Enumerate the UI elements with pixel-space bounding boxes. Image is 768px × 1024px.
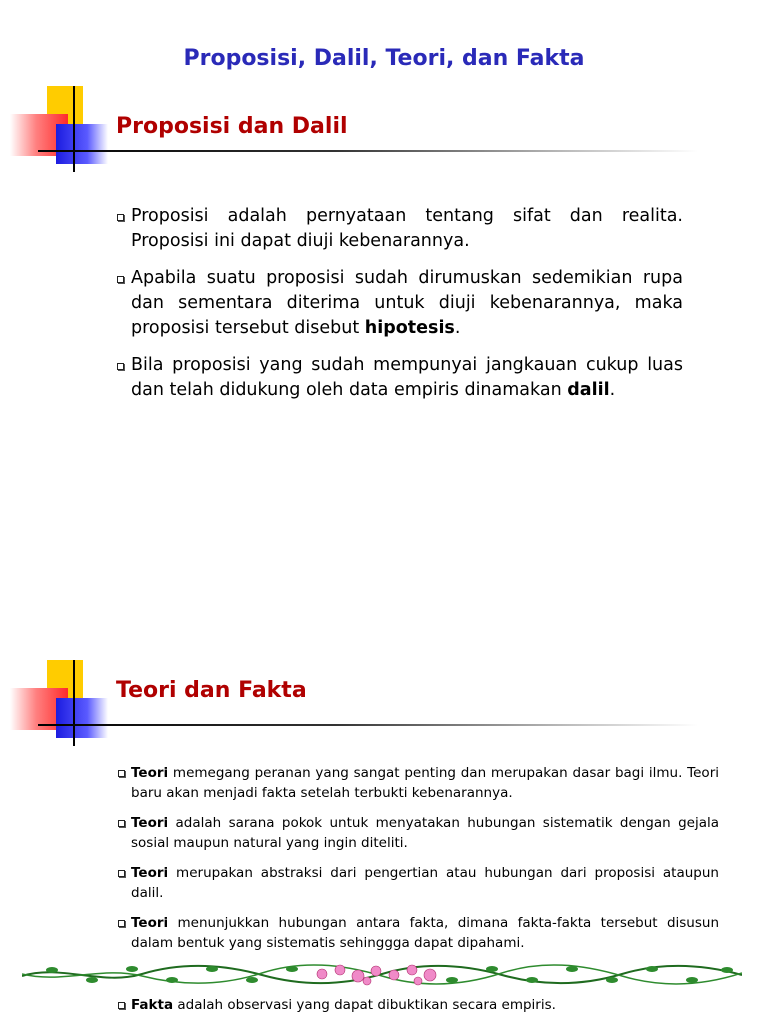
heading-rule: [38, 724, 698, 726]
square-bullet-icon: [118, 770, 125, 777]
list-item: Fakta adalah observasi yang dapat dibuktikan secara empiris.: [131, 995, 719, 1015]
square-bullet-icon: [118, 870, 125, 877]
fakta-list: [131, 995, 719, 1015]
proposisi-list: [131, 204, 683, 415]
flower-vine-divider-icon: [22, 960, 742, 988]
list-item: Teori menunjukkan hubungan antara fakta, dimana fakta-fakta tersebut disusun dalam bentuk yang sistematis sehinggga dapat dipahami.: [131, 913, 719, 953]
square-bullet-icon: [118, 820, 125, 827]
section-heading-proposisi: Proposisi dan Dalil: [116, 114, 348, 139]
list-item: Apabila suatu proposisi sudah dirumuskan sedemikian rupa dan sementara diterima untuk diuji kebenarannya, maka proposisi tersebut disebut hipotesis.: [131, 266, 683, 341]
square-bullet-icon: [117, 276, 124, 283]
slide-decoration-icon: [10, 86, 110, 201]
section-heading-teori: Teori dan Fakta: [116, 678, 307, 703]
slide-decoration-icon: [10, 660, 110, 775]
list-item: Teori adalah sarana pokok untuk menyatakan hubungan sistematik dengan gejala sosial maupun natural yang ingin diteliti.: [131, 813, 719, 853]
list-item: Proposisi adalah pernyataan tentang sifat dan realita. Proposisi ini dapat diuji kebenarannya.: [131, 204, 683, 254]
list-item: Teori merupakan abstraksi dari pengertian atau hubungan dari proposisi ataupun dalil.: [131, 863, 719, 903]
square-bullet-icon: [117, 363, 124, 370]
list-item: Teori memegang peranan yang sangat penting dan merupakan dasar bagi ilmu. Teori baru akan menjadi fakta setelah terbukti kebenarannya.: [131, 763, 719, 803]
square-bullet-icon: [118, 920, 125, 927]
square-bullet-icon: [118, 1002, 125, 1009]
teori-list: [131, 763, 719, 963]
heading-rule: [38, 150, 698, 152]
square-bullet-icon: [117, 214, 124, 221]
list-item: Bila proposisi yang sudah mempunyai jangkauan cukup luas dan telah didukung oleh data empiris dinamakan dalil.: [131, 353, 683, 403]
page-title: Proposisi, Dalil, Teori, dan Fakta: [183, 46, 585, 71]
